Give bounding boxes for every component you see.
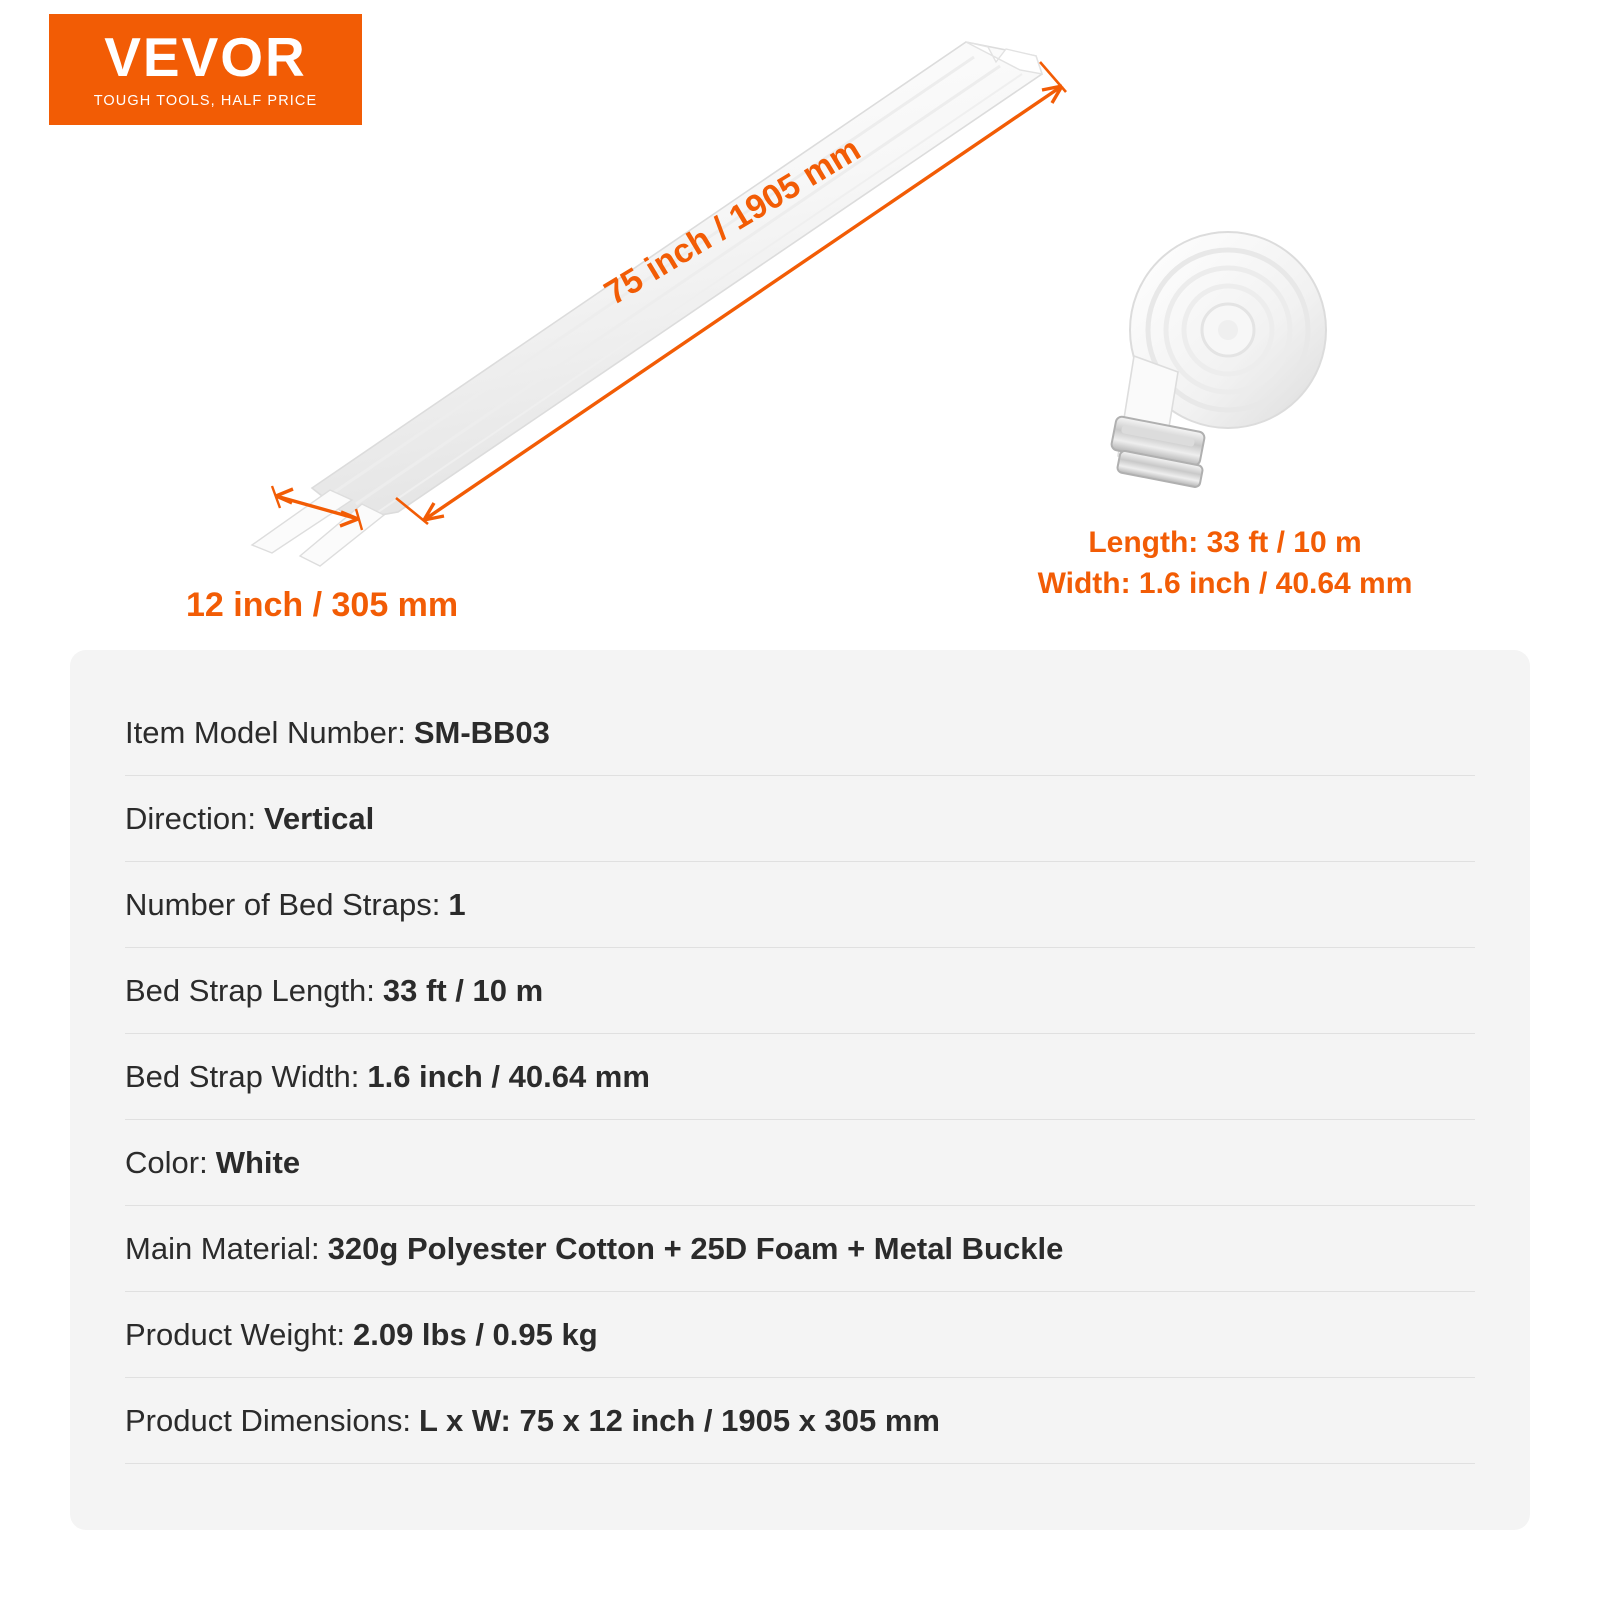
bed-strap-pad-graphic [252, 42, 1042, 566]
logo-wordmark: VEVOR [104, 26, 307, 89]
length-dimension-arrow [396, 62, 1066, 524]
spec-value: 2.09 lbs / 0.95 kg [352, 1316, 598, 1352]
roll-length-label: Length: 33 ft / 10 m [1088, 526, 1362, 559]
metal-buckle-graphic [1111, 416, 1206, 488]
spec-value: 1 [448, 886, 466, 922]
spec-label: Bed Strap Length: [125, 972, 375, 1008]
table-row [125, 776, 1475, 862]
specification-list [125, 690, 1475, 1464]
roll-spec-callout [975, 523, 1475, 605]
spec-label: Bed Strap Width: [125, 1058, 360, 1094]
spec-label: Color: [125, 1144, 208, 1180]
spec-value: 320g Polyester Cotton + 25D Foam + Metal Buckle [327, 1230, 1064, 1266]
vevor-logo [49, 14, 362, 125]
table-row [125, 1292, 1475, 1378]
table-row [125, 1378, 1475, 1464]
spec-value: 1.6 inch / 40.64 mm [367, 1058, 650, 1094]
table-row [125, 1120, 1475, 1206]
spec-label: Item Model Number: [125, 714, 406, 750]
table-row [125, 862, 1475, 948]
spec-value: 33 ft / 10 m [382, 972, 544, 1008]
spec-value: Vertical [263, 800, 375, 836]
table-row [125, 690, 1475, 776]
width-dimension-label: 12 inch / 305 mm [186, 586, 459, 624]
spec-label: Number of Bed Straps: [125, 886, 441, 922]
table-row [125, 948, 1475, 1034]
table-row [125, 1034, 1475, 1120]
spec-value: White [215, 1144, 301, 1180]
spec-value: SM-BB03 [413, 714, 550, 750]
spec-value: L x W: 75 x 12 inch / 1905 x 305 mm [419, 1402, 940, 1438]
spec-label: Product Dimensions: [125, 1402, 412, 1438]
length-dimension-label: 75 inch / 1905 mm [598, 130, 868, 313]
roll-width-label: Width: 1.6 inch / 40.64 mm [1037, 566, 1413, 600]
specification-card [70, 650, 1530, 1530]
spec-label: Direction: [125, 800, 256, 836]
rolled-strap-graphic [1111, 232, 1326, 488]
table-row [125, 1206, 1475, 1292]
logo-tagline: TOUGH TOOLS, HALF PRICE [93, 93, 318, 110]
spec-label: Product Weight: [125, 1316, 345, 1352]
spec-label: Main Material: [125, 1230, 320, 1266]
